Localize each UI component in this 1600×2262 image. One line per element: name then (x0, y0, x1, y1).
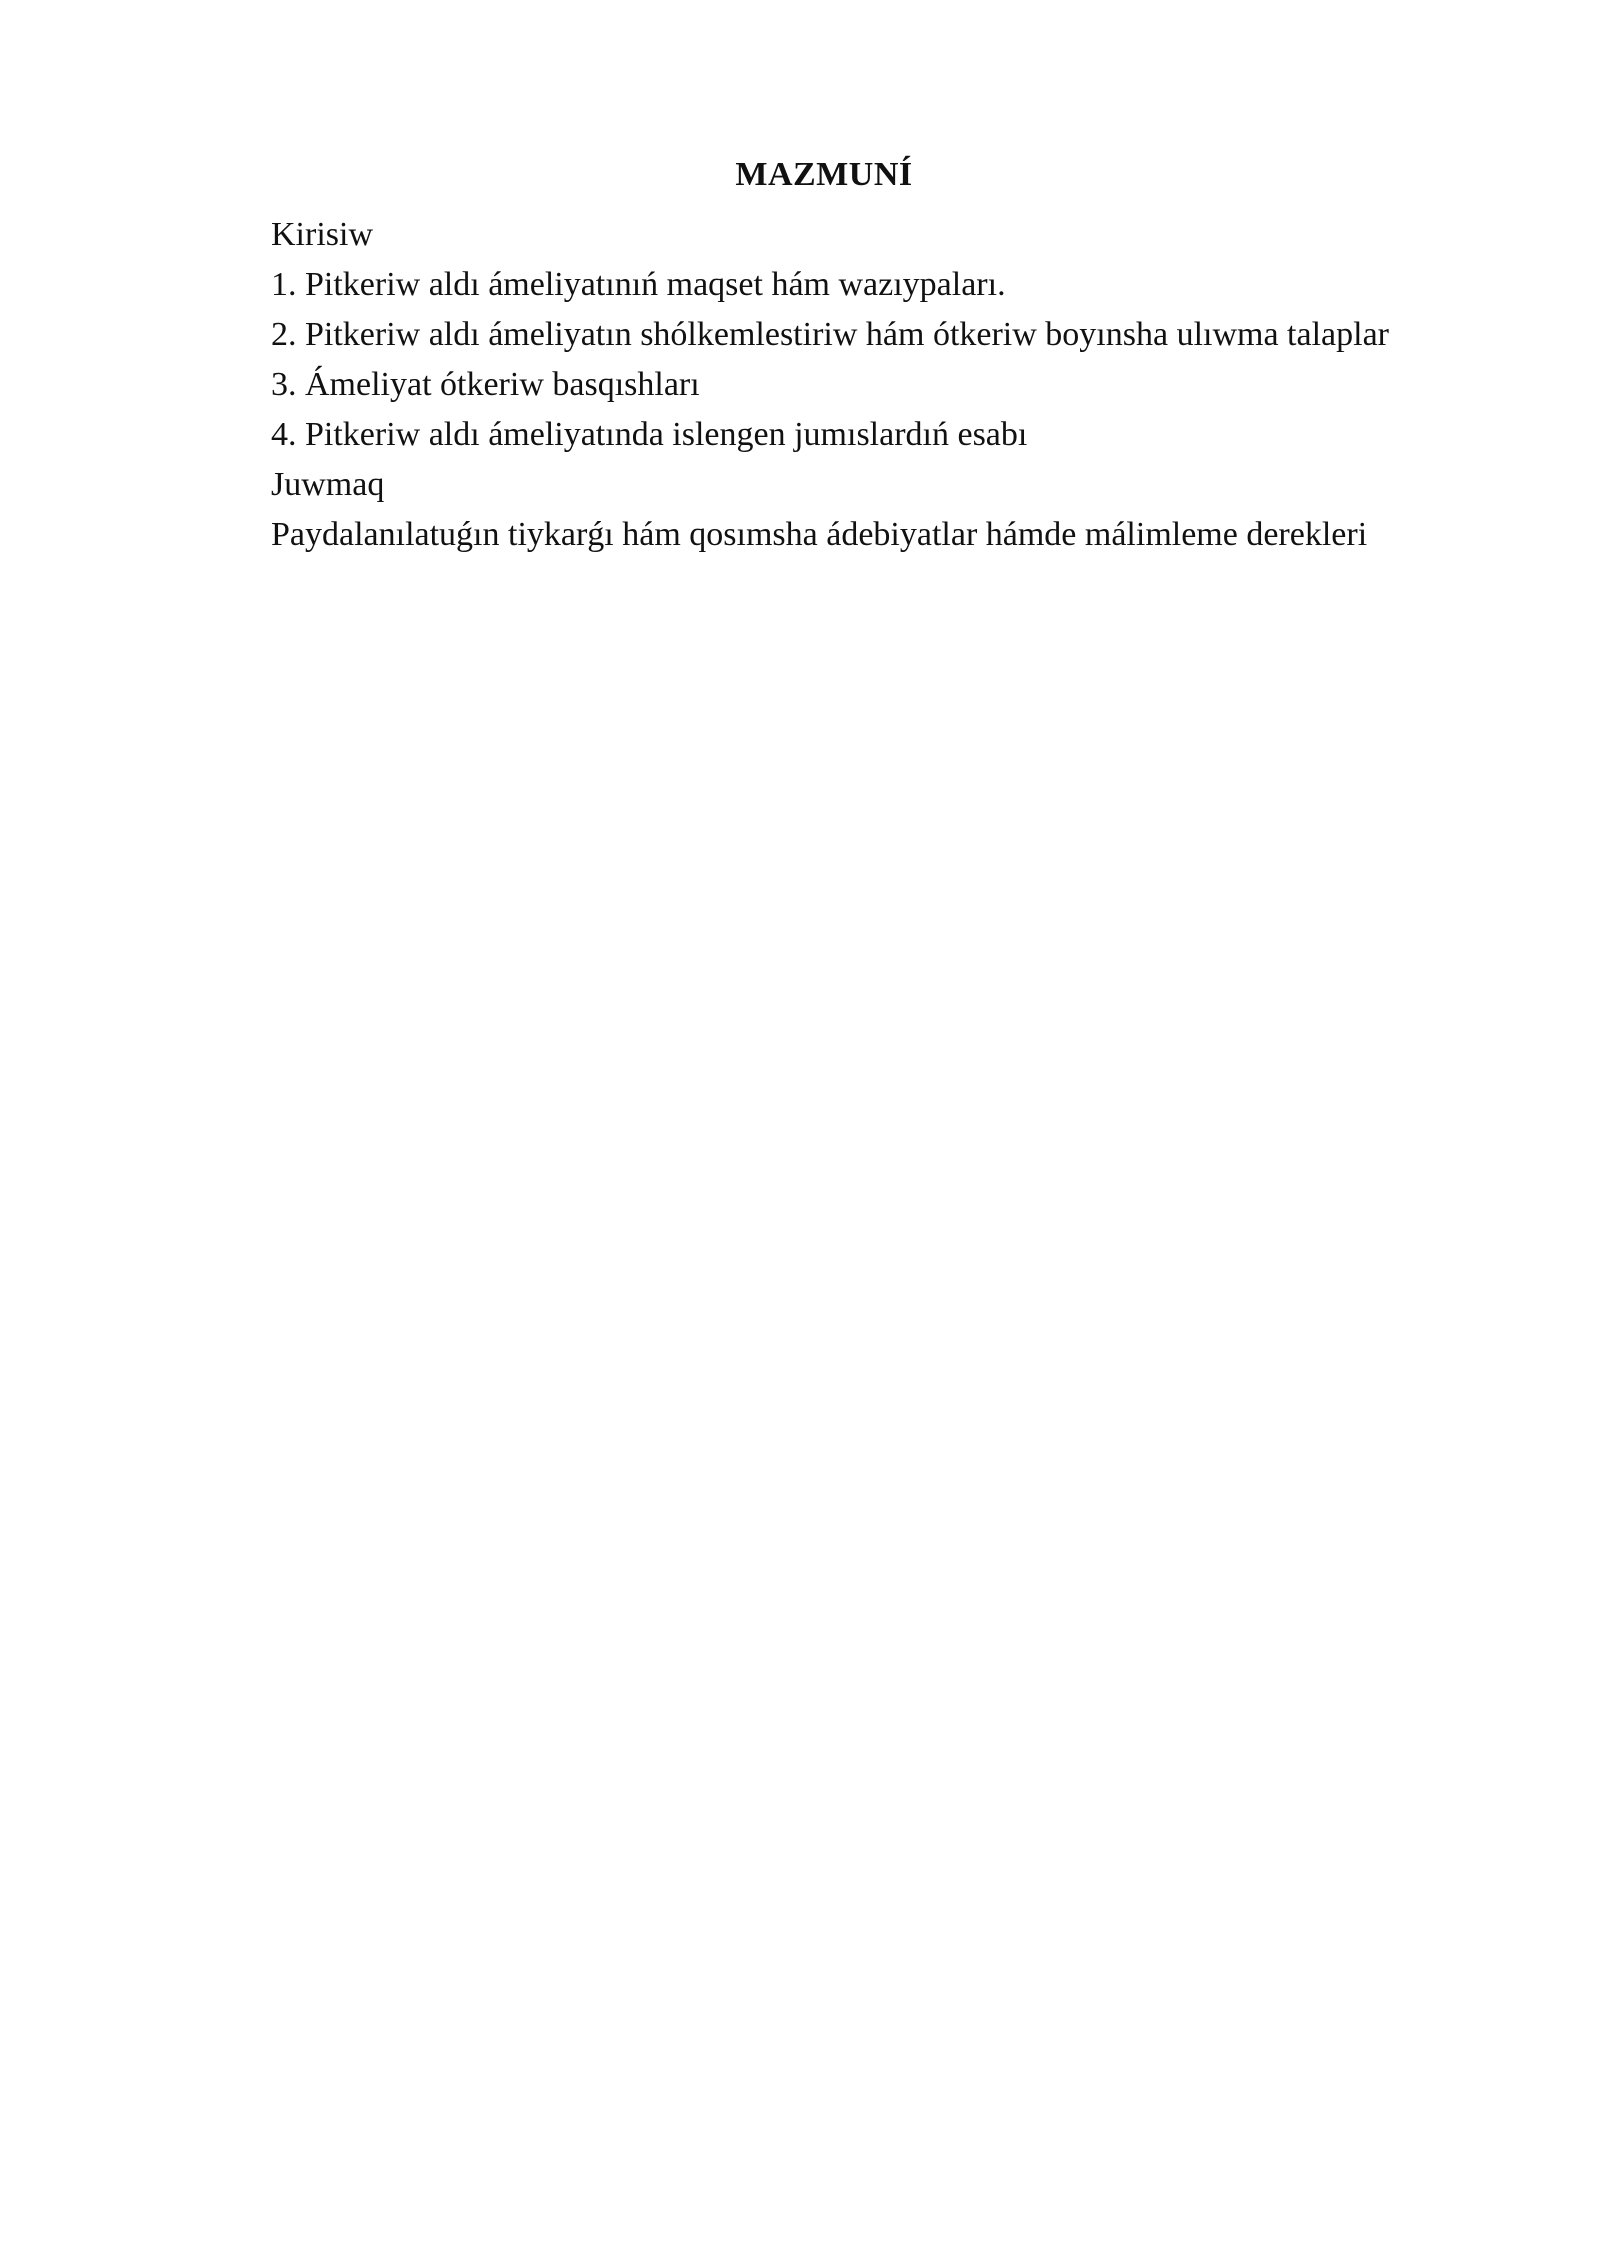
document-page (195, 150, 1453, 560)
toc-item-1: 1. Pitkeriw aldı ámeliyatınıń maqset hám wazıypaları. (271, 266, 1006, 303)
toc-item-4: 4. Pitkeriw aldı ámeliyatında islengen jumıslardıń esabı (271, 416, 1028, 453)
toc-item-3: 3. Ámeliyat ótkeriw basqıshları (271, 366, 700, 403)
toc-item-2: 2. Pitkeriw aldı ámeliyatın shólkemlestiriw hám ótkeriw boyınsha ulıwma talaplar (271, 316, 1389, 353)
page-title: MAZMUNÍ (735, 156, 913, 193)
toc-item-references: Paydalanılatuǵın tiykarǵı hám qosımsha ádebiyatlar hámde málimleme derekleri (271, 516, 1368, 553)
toc-item-conclusion: Juwmaq (271, 466, 385, 503)
table-of-contents (195, 210, 1453, 560)
toc-item-introduction: Kirisiw (271, 216, 373, 253)
